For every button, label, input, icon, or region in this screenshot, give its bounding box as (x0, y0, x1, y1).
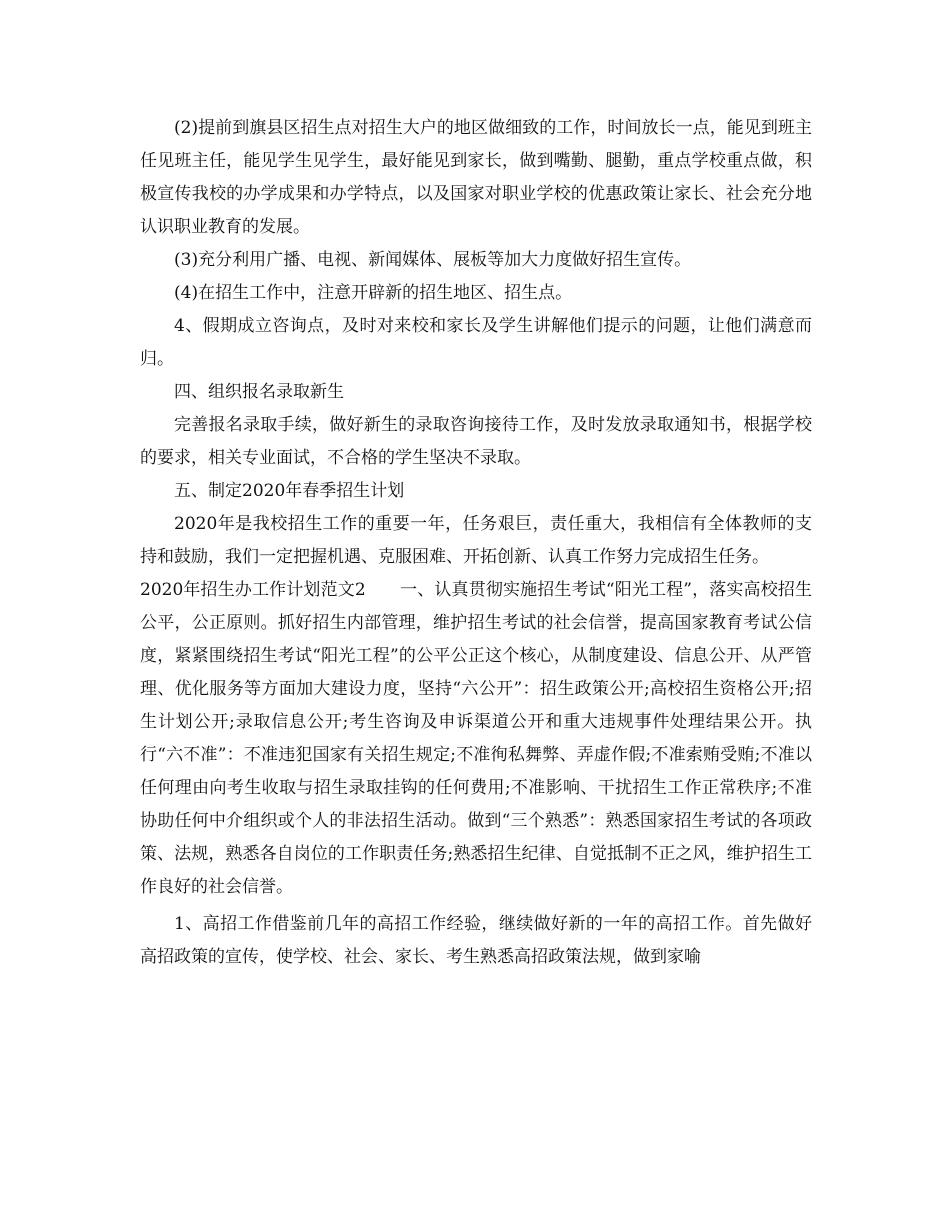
paragraph-enrollment: 完善报名录取手续，做好新生的录取咨询接待工作，及时发放录取通知书，根据学校的要求，相关专业面试，不合格的学生坚决不录取。 (140, 415, 812, 468)
paragraph-consultation: 4、假期成立咨询点，及时对来校和家长及学生讲解他们提示的问题，让他们满意而归。 (140, 316, 812, 369)
paragraph-item-2: (2)提前到旗县区招生点对招生大户的地区做细致的工作，时间放长一点，能见到班主任见班主任，能见学生见学生，最好能见到家长，做到嘴勤、腿勤，重点学校重点做，积极宣传我校的办学成果和办学特点，以及国家对职业学校的优惠政策让家长、社会充分地认识职业教育的发展。 (140, 118, 812, 237)
paragraph-item-4: (4)在招生工作中，注意开辟新的招生地区、招生点。 (174, 283, 573, 303)
paragraph-high-recruit: 1、高招工作借鉴前几年的高招工作经验，继续做好新的一年的高招工作。首先做好高招政策的宣传，使学校、社会、家长、考生熟悉高招政策法规，做到家喻 (140, 914, 812, 967)
paragraph-spring-plan: 2020年是我校招生工作的重要一年，任务艰巨，责任重大，我相信有全体教师的支持和鼓励，我们一定把握机遇、克服困难、开拓创新、认真工作努力完成招生任务。 (140, 514, 812, 567)
paragraph-item-3: (3)充分利用广播、电视、新闻媒体、展板等加大力度做好招生宣传。 (174, 250, 692, 270)
paragraph-sample-2: 2020年招生办工作计划范文2 一、认真贯彻实施招生考试“阳光工程”，落实高校招生公平，公正原则。抓好招生内部管理，维护招生考试的社会信誉，提高国家教育考试公信度，紧紧围绕招生考试“阳光工程”的公平公正这个核心，从制度建设、信息公开、从严管理、优化服务等方面加大建设力度，坚持“六公开”：招生政策公开;高校招生资格公开;招生计划公开;录取信息公开;考生咨询及申诉渠道公开和重大违规事件处理结果公开。执行“六不准”：不准违犯国家有关招生规定;不准徇私舞弊、弄虚作假;不准索贿受贿;不准以任何理由向考生收取与招生录取挂钩的任何费用;不准影响、干扰招生工作正常秩序;不准协助任何中介组织或个人的非法招生活动。做到“三个熟悉”：熟悉国家招生考试的各项政策、法规，熟悉各自岗位的工作职责任务;熟悉招生纪律、自觉抵制不正之风，维护招生工作良好的社会信誉。 (140, 580, 812, 897)
section-heading-spring-plan: 五、制定2020年春季招生计划 (174, 481, 405, 501)
section-heading-enrollment: 四、组织报名录取新生 (174, 382, 344, 402)
document-body (140, 112, 812, 974)
